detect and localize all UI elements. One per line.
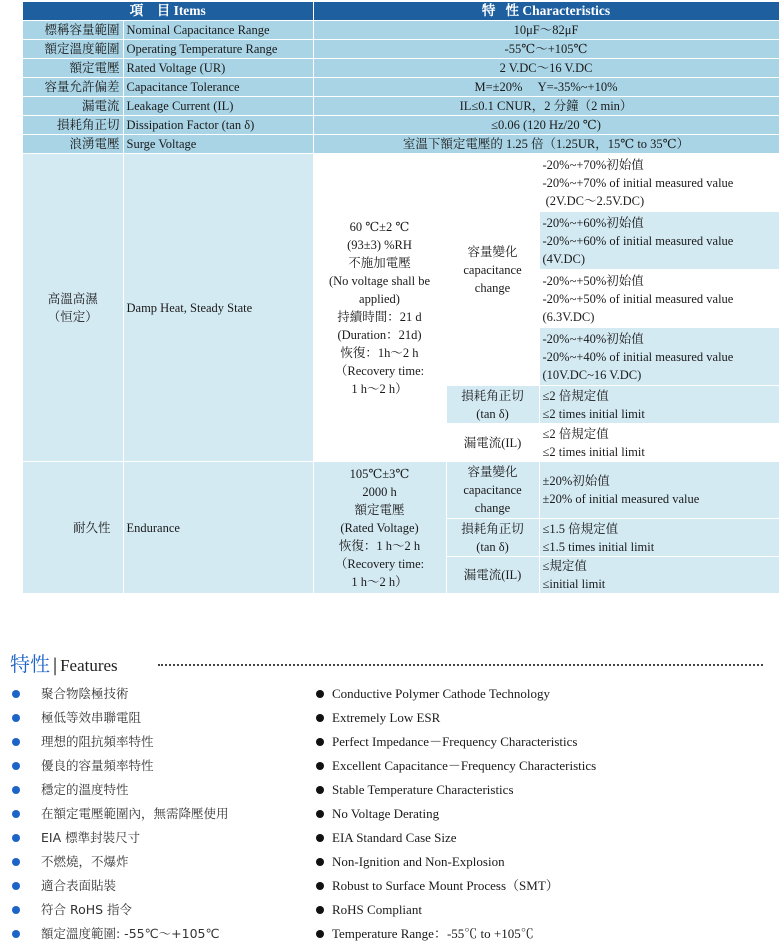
bullet-icon (316, 930, 324, 938)
damp-heat-df-label: 損耗角正切 (tan δ) (446, 386, 539, 424)
cap-range-1: -20%~+70%初始值 -20%~+70% of initial measured value (2V.DC～2.5V.DC) (539, 154, 779, 212)
feature-item-zh: 符合 RoHS 指令 (12, 898, 229, 922)
feature-item-en: Robust to Surface Mount Process（SMT） (316, 874, 596, 898)
endurance-lc-label: 漏電流(IL) (446, 557, 539, 594)
damp-heat-label-en: Damp Heat, Steady State (123, 154, 313, 462)
spec-row-nominal-capacitance (23, 21, 779, 40)
features-title (10, 648, 118, 677)
bullet-icon (12, 834, 20, 842)
damp-heat-lc-label: 漏電流(IL) (446, 424, 539, 462)
row-value: M=±20% Y=-35%~+10% (313, 78, 779, 97)
bullet-icon (12, 882, 20, 890)
endurance-cap-change-label: 容量變化 capacitance change (446, 462, 539, 519)
endurance-cap-value: ±20%初始值 ±20% of initial measured value (539, 462, 779, 519)
row-value: IL≤0.1 CNUR，2 分鐘（2 min） (313, 97, 779, 116)
bullet-icon (12, 906, 20, 914)
dotted-divider (158, 664, 763, 666)
bullet-icon (12, 762, 20, 770)
feature-item-en: Temperature Range：-55℃ to +105℃ (316, 922, 596, 946)
bullet-icon (316, 786, 324, 794)
row-label-en: Operating Temperature Range (123, 40, 313, 59)
bullet-icon (316, 690, 324, 698)
bullet-icon (12, 714, 20, 722)
feature-item-zh: 極低等效串聯電阻 (12, 706, 229, 730)
bullet-icon (12, 690, 20, 698)
row-value: 2 V.DC～16 V.DC (313, 59, 779, 78)
features-list-en (316, 682, 596, 946)
endurance-conditions: 105℃±3℃ 2000 h 額定電壓 (Rated Voltage) 恢復：1 h～2 h （Recovery time: 1 h～2 h） (313, 462, 446, 594)
row-label-zh: 額定電壓 (23, 59, 123, 78)
feature-item-en: No Voltage Derating (316, 802, 596, 826)
header-items: 項 目 Items (23, 2, 313, 21)
spec-row-dissipation-factor (23, 116, 779, 135)
feature-item-zh: 不燃燒，不爆炸 (12, 850, 229, 874)
feature-item-zh: 理想的阻抗頻率特性 (12, 730, 229, 754)
bullet-icon (316, 714, 324, 722)
features-title-zh: 特性 (10, 652, 50, 676)
damp-heat-row (23, 154, 779, 212)
feature-item-zh: 優良的容量頻率特性 (12, 754, 229, 778)
feature-item-zh: 適合表面貼裝 (12, 874, 229, 898)
feature-item-en: Perfect Impedance－Frequency Characteristics (316, 730, 596, 754)
spec-row-capacitance-tolerance (23, 78, 779, 97)
bullet-icon (12, 786, 20, 794)
header-characteristics: 特 性 Characteristics (313, 2, 779, 21)
cap-range-2: -20%~+60%初始值 -20%~+60% of initial measured value (4V.DC) (539, 212, 779, 270)
feature-item-zh: 在額定電壓範圍內，無需降壓使用 (12, 802, 229, 826)
feature-item-en: Non-Ignition and Non-Explosion (316, 850, 596, 874)
damp-heat-df-value: ≤2 倍規定值 ≤2 times initial limit (539, 386, 779, 424)
bullet-icon (12, 810, 20, 818)
spec-row-operating-temperature (23, 40, 779, 59)
features-list-zh (12, 682, 229, 946)
bullet-icon (12, 930, 20, 938)
row-label-en: Leakage Current (IL) (123, 97, 313, 116)
bullet-icon (316, 738, 324, 746)
feature-item-en: RoHS Compliant (316, 898, 596, 922)
cap-range-4: -20%~+40%初始值 -20%~+40% of initial measured value (10V.DC~16 V.DC) (539, 328, 779, 386)
endurance-lc-value: ≤規定值 ≤initial limit (539, 557, 779, 594)
spec-table (23, 2, 780, 594)
feature-item-en: EIA Standard Case Size (316, 826, 596, 850)
damp-heat-conditions: 60 ℃±2 ℃ (93±3) %RH 不施加電壓 (No voltage shall be applied) 持續時間：21 d (Duration：21d) 恢復：1h～2 h （Recovery time: 1 h～2 h） (313, 154, 446, 462)
features-title-separator: | (52, 655, 59, 676)
features-section (0, 640, 784, 945)
bullet-icon (316, 762, 324, 770)
damp-heat-label-zh: 高溫高濕 （恒定） (23, 154, 123, 462)
feature-item-zh: 穩定的溫度特性 (12, 778, 229, 802)
feature-item-en: Stable Temperature Characteristics (316, 778, 596, 802)
cap-range-3: -20%~+50%初始值 -20%~+50% of initial measured value (6.3V.DC) (539, 270, 779, 328)
damp-heat-cap-change-label: 容量變化 capacitance change (446, 154, 539, 386)
row-value: -55℃～+105℃ (313, 40, 779, 59)
endurance-df-value: ≤1.5 倍規定值 ≤1.5 times initial limit (539, 519, 779, 557)
row-label-en: Dissipation Factor (tan δ) (123, 116, 313, 135)
row-label-zh: 浪湧電壓 (23, 135, 123, 154)
feature-item-en: Extremely Low ESR (316, 706, 596, 730)
bullet-icon (316, 858, 324, 866)
spec-row-surge-voltage (23, 135, 779, 154)
row-label-zh: 額定溫度範圍 (23, 40, 123, 59)
bullet-icon (12, 858, 20, 866)
bullet-icon (12, 738, 20, 746)
row-label-zh: 損耗角正切 (23, 116, 123, 135)
spec-row-rated-voltage (23, 59, 779, 78)
bullet-icon (316, 906, 324, 914)
feature-item-en: Excellent Capacitance－Frequency Characteristics (316, 754, 596, 778)
feature-item-zh: 聚合物陰極技術 (12, 682, 229, 706)
feature-item-zh: 額定溫度範圍: -55℃～+105℃ (12, 922, 229, 946)
header-row (23, 2, 779, 21)
row-label-zh: 標稱容量範圍 (23, 21, 123, 40)
row-value: 10μF～82μF (313, 21, 779, 40)
row-label-zh: 漏電流 (23, 97, 123, 116)
row-label-en: Nominal Capacitance Range (123, 21, 313, 40)
row-label-zh: 容量允許偏差 (23, 78, 123, 97)
endurance-label-en: Endurance (123, 462, 313, 594)
feature-item-en: Conductive Polymer Cathode Technology (316, 682, 596, 706)
bullet-icon (316, 882, 324, 890)
row-value: ≤0.06 (120 Hz/20 ℃) (313, 116, 779, 135)
features-title-en: Features (60, 656, 118, 675)
endurance-label-zh: 耐久性 (23, 462, 123, 594)
feature-item-zh: EIA 標準封裝尺寸 (12, 826, 229, 850)
row-label-en: Capacitance Tolerance (123, 78, 313, 97)
row-label-en: Surge Voltage (123, 135, 313, 154)
endurance-df-label: 損耗角正切 (tan δ) (446, 519, 539, 557)
bullet-icon (316, 810, 324, 818)
row-label-en: Rated Voltage (UR) (123, 59, 313, 78)
damp-heat-lc-value: ≤2 倍規定值 ≤2 times initial limit (539, 424, 779, 462)
endurance-row (23, 462, 779, 519)
row-value: 室溫下額定電壓的 1.25 倍（1.25UR，15℃ to 35℃） (313, 135, 779, 154)
bullet-icon (316, 834, 324, 842)
spec-row-leakage-current (23, 97, 779, 116)
